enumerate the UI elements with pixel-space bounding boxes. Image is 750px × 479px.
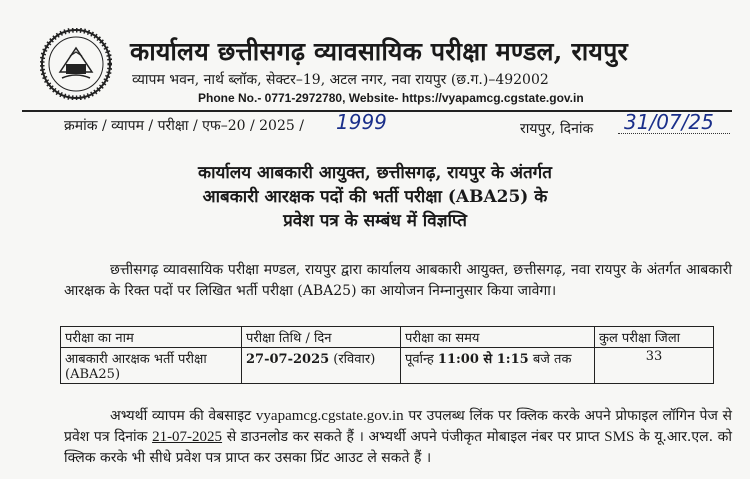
sms-text: SMS — [604, 429, 635, 445]
paragraph2-part4: के यू.आर.एल. को क्लिक करके भी सीधे प्रवेश पत्र प्राप्त कर उसका प्रिंट आउट ले सकते हैं । — [64, 429, 733, 466]
header-total-districts: कुल परीक्षा जिला — [595, 327, 714, 348]
exam-day: (रविवार) — [333, 352, 376, 367]
date-underline — [618, 133, 730, 134]
total-districts: 33 — [645, 349, 663, 364]
reference-number-label: क्रमांक / व्यापम / परीक्षा / एफ–20 / 2025 / — [64, 118, 304, 134]
header-exam-date: परीक्षा तिथि / दिन — [242, 327, 401, 348]
exam-schedule-table — [60, 326, 714, 384]
organization-title: कार्यालय छत्तीसगढ़ व्यावसायिक परीक्षा मण्डल, रायपुर — [130, 37, 628, 66]
paragraph2-part1: अभ्यर्थी व्यापम की वेबसाइट — [110, 408, 252, 424]
reference-number-handwritten: 1999 — [336, 110, 387, 134]
table-header-row — [61, 327, 714, 348]
cell-total-districts — [595, 348, 714, 384]
header-exam-time: परीक्षा का समय — [401, 327, 595, 348]
exam-time: 11:00 से 1:15 — [437, 352, 529, 367]
date-handwritten: 31/07/25 — [624, 110, 714, 134]
exam-time-prefix: पूर्वान्ह — [405, 352, 434, 367]
cell-exam-date — [242, 348, 401, 384]
exam-time-suffix: बजे तक — [532, 352, 572, 367]
header-exam-name: परीक्षा का नाम — [61, 327, 242, 348]
cell-exam-time — [401, 348, 595, 384]
paragraph2-part3: से डाउनलोड कर सकते हैं । अभ्यर्थी अपने पंजीकृत मोबाइल नंबर पर प्राप्त — [226, 429, 600, 445]
exam-date: 27-07-2025 — [246, 352, 330, 367]
subject-line-2: आबकारी आरक्षक पदों की भर्ती परीक्षा (ABA25) के — [202, 187, 548, 207]
intro-paragraph: छत्तीसगढ़ व्यावसायिक परीक्षा मण्डल, रायपुर द्वारा कार्यालय आबकारी आयुक्त, छत्तीसगढ़, नवा रायपुर के अंतर्गत आबकारी आरक्षक के रिक्त पदों पर लिखित भर्ती परीक्षा (ABA25) का आयोजन निम्नानुसार किया जावेगा। — [64, 262, 732, 299]
website-link-text: vyapamcg.cgstate.gov.in — [255, 408, 404, 424]
cell-exam-name — [61, 348, 242, 384]
admit-card-paragraph — [64, 406, 732, 469]
exam-name-line-2: (ABA25) — [65, 367, 121, 382]
exam-name-line-1: आबकारी आरक्षक भर्ती परीक्षा — [65, 352, 207, 367]
table-row — [61, 348, 714, 384]
download-date: 21-07-2025 — [152, 429, 223, 445]
vyapam-logo-emblem — [40, 28, 112, 100]
date-label: रायपुर, दिनांक — [520, 121, 594, 137]
organization-contact: Phone No.- 0771-2972780, Website- https://vyapamcg.cgstate.gov.in — [198, 91, 584, 105]
subject-line-3: प्रवेश पत्र के सम्बंध में विज्ञप्ति — [283, 211, 467, 231]
paragraph2-part2: पर उपलब्ध लिंक पर क्लिक करके अपने प्रोफाइल लॉगिन पेज से प्रवेश पत्र दिनांक — [64, 408, 733, 445]
organization-address: व्यापम भवन, नार्थ ब्लॉक, सेक्टर–19, अटल नगर, नवा रायपुर (छ.ग.)–492002 — [132, 72, 549, 88]
subject-line-1: कार्यालय आबकारी आयुक्त, छत्तीसगढ़, रायपुर के अंतर्गत — [198, 163, 552, 183]
